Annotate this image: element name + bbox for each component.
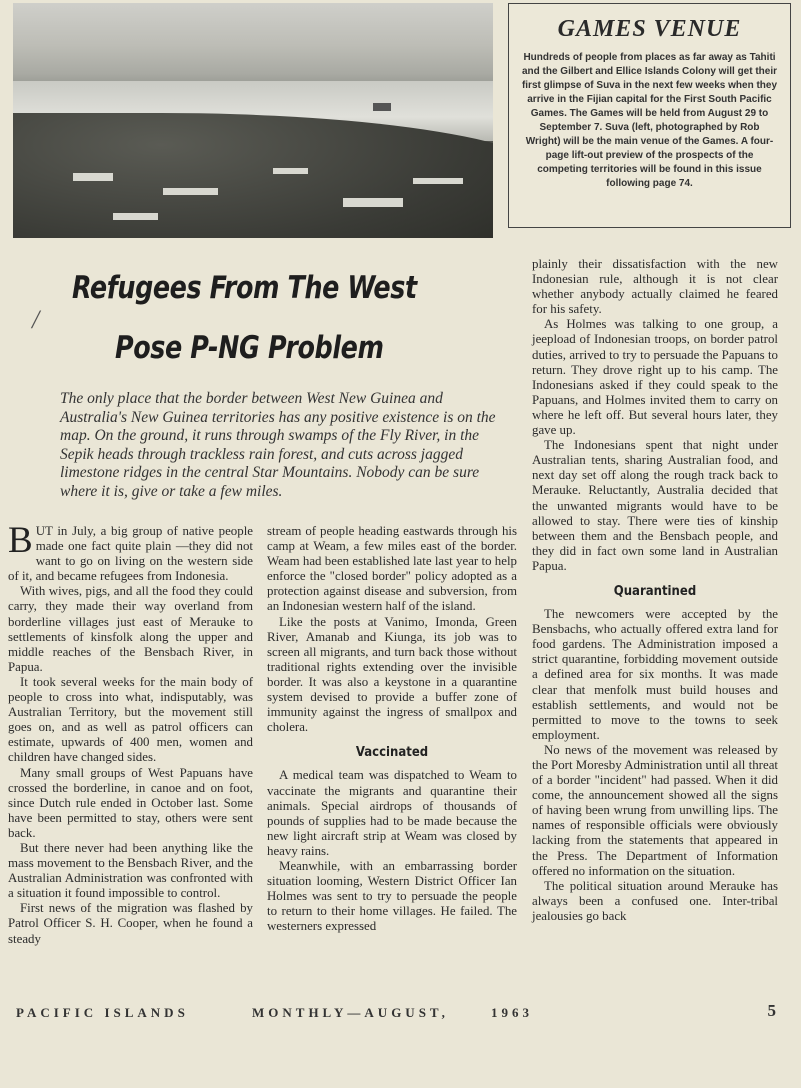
footer-year: 1963: [491, 1005, 533, 1020]
column-1: [8, 520, 253, 947]
pencil-mark: /: [32, 305, 40, 334]
paragraph: But there never had been anything like the mass movement to the Bensbach River, and the Australian Administration was confronted with a situation it found impossible to control.: [8, 840, 253, 901]
subhead-quarantined: Quarantined: [613, 583, 697, 599]
footer-issue: MONTHLY—AUGUST,: [252, 1005, 449, 1020]
photo-roof: [163, 188, 218, 195]
headline-line-1: Refugees From The West: [72, 270, 417, 306]
page-number: 5: [767, 1001, 776, 1020]
column-2: [267, 524, 517, 934]
photo-roof: [413, 178, 463, 184]
paragraph: Many small groups of West Papuans have crossed the borderline, in canoe and on foot, since Dutch rule ended in October last. Some have been permitted to stay, others were sent back.: [8, 765, 253, 840]
games-venue-text: Hundreds of people from places as far away as Tahiti and the Gilbert and Ellice Islands Colony will get their first glimpse of Suva in the next few weeks when they arrive in the Fijian capital for the First South Pacific Games. The Games will be held from August 29 to September 7. Suva (left, photographed by Rob Wright) will be the main venue of the Games. A four-page lift-out preview of the prospects of the competing territories will be found in this issue following page 74.: [521, 52, 778, 189]
paragraph: BUT in July, a big group of native people made one fact quite plain —they did not want to go on living on the western side of it, and became refugees from Indonesia.: [8, 520, 253, 584]
paragraph: With wives, pigs, and all the food they could carry, they made their way overland from borderline villages just east of Merauke to settlements of kinsfolk along the upper and middle reaches of the Bensbach River, in Papua.: [8, 584, 253, 674]
article-intro: The only place that the border between West New Guinea and Australia's New Guinea territories has any positive existence is on the map. On the ground, it runs through swamps of the Fly River, in the Sepik heads through trackless rain forest, and cuts across jagged limestone ridges in the central Star Mountains. Nobody can be sure where it is, give or take a few miles.: [60, 390, 496, 500]
photo-roof: [343, 198, 403, 207]
drop-cap: B: [8, 520, 33, 561]
footer-publication: PACIFIC ISLANDS: [16, 1005, 189, 1020]
paragraph: The political situation around Merauke has always been a confused one. Inter-tribal jealousies go back: [532, 878, 778, 923]
paragraph: The Indonesians spent that night under Australian tents, sharing Australian food, and next day set off along the rough track back to Merauke. Reluctantly, Australia decided that the unwanted migrants would have to be allowed to stay. There were ties of kinship between them and the Bensbach people, and they did in fact own some land in Australian Papua.: [532, 438, 778, 573]
games-venue-title: GAMES VENUE: [557, 16, 742, 42]
paragraph: stream of people heading eastwards through his camp at Weam, a few miles east of the border. Weam had been established late last year to help enforce the "closed border" policy adopted as a protection against disease and subversion, from an Indonesian western half of the island.: [267, 524, 517, 614]
photo-roof: [73, 173, 113, 181]
paragraph: A medical team was dispatched to Weam to vaccinate the migrants and quarantine their animals. Special airdrops of thousands of pounds of supplies had to be made because the new light aircraft strip at Weam was closed by heavy rains.: [267, 768, 517, 858]
photo-roof: [273, 168, 308, 174]
suva-photo: [13, 3, 493, 238]
paragraph: No news of the movement was released by the Port Moresby Administration until all threat of a border "incident" had passed. When it did come, the announcement showed all the signs of having been wrung from unwilling lips. The names of responsible officials were obviously lacking from the statements that appeared in the Press. The Department of Information offered no information on the situation.: [532, 742, 778, 878]
subhead-vaccinated: Vaccinated: [355, 745, 429, 761]
paragraph: The newcomers were accepted by the Bensbachs, who actually offered extra land for food gardens. The Administration imposed a strict quarantine, forbidding movement outside a defined area for six months. It was made clear that menfolk must build houses and establish settlements, and would not be permitted to move to the towns to seek employment.: [532, 607, 778, 742]
column-3: [532, 257, 778, 924]
paragraph: Like the posts at Vanimo, Imonda, Green River, Amanab and Kiunga, its job was to screen all migrants, and turn back those without traditional rights extending over the invisible border. It was also a keystone in a quarantine system devised to provide a buffer zone of immunity against the ingress of smallpox and cholera.: [267, 614, 517, 735]
paragraph: plainly their dissatisfaction with the new Indonesian rule, although it is not clear whether anybody actually claimed he feared for his safety.: [532, 257, 778, 317]
headline-line-2: Pose P-NG Problem: [115, 330, 384, 366]
photo-ship: [373, 103, 391, 111]
paragraph: First news of the migration was flashed by Patrol Officer S. H. Cooper, when he found a steady: [8, 901, 253, 946]
games-venue-box: [508, 3, 791, 228]
photo-roof: [113, 213, 158, 220]
paragraph: As Holmes was talking to one group, a jeepload of Indonesian troops, on border patrol duties, arrived to try to persuade the Papuans to return. They drove right up to his camp. The Indonesians asked if they could speak to the Papuans, and Holmes invited them to carry on where he left off. But several hours later, they gave up.: [532, 317, 778, 438]
paragraph: Meanwhile, with an embarrassing border situation looming, Western District Officer Ian Holmes was sent to try to persuade the people to return to their home villages. He failed. The westerners expressed: [267, 858, 517, 934]
paragraph: It took several weeks for the main body of people to cross into what, indisputably, was Australian Territory, but the movement still goes on, and as well as patrol officers can estimate, upwards of 400 men, women and children have changed sides.: [8, 674, 253, 765]
